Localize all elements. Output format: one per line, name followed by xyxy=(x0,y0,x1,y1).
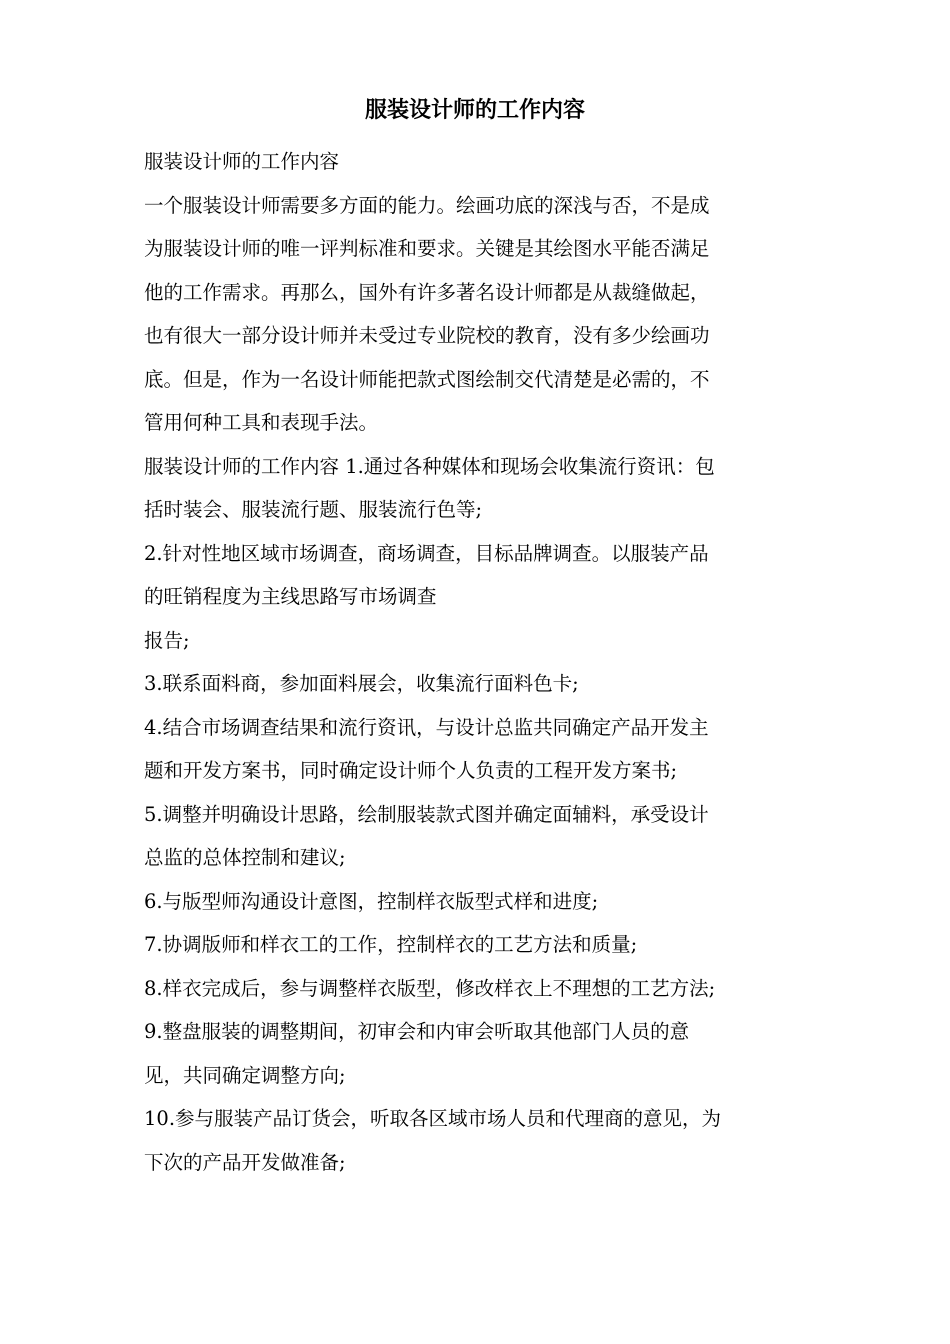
text-line: 3.联系面料商，参加面料展会，收集流行面料色卡; xyxy=(144,672,579,695)
text-line: 10.参与服装产品订货会，听取各区域市场人员和代理商的意见，为 xyxy=(144,1107,722,1130)
text-line: 也有很大一部分设计师并未受过专业院校的教育，没有多少绘画功 xyxy=(144,324,710,347)
text-line: 服装设计师的工作内容 xyxy=(144,150,340,173)
text-line: 4.结合市场调查结果和流行资讯，与设计总监共同确定产品开发主 xyxy=(144,715,709,739)
text-line: 题和开发方案书，同时确定设计师个人负责的工程开发方案书; xyxy=(144,759,678,782)
text-line: 6.与版型师沟通设计意图，控制样衣版型式样和进度; xyxy=(144,889,599,913)
text-line: 报告; xyxy=(144,628,190,652)
text-line: 2.针对性地区域市场调查，商场调查，目标品牌调查。以服装产品 xyxy=(144,541,709,565)
text-line: 总监的总体控制和建议; xyxy=(144,846,346,869)
text-line: 见，共同确定调整方向; xyxy=(144,1063,346,1087)
document-title: 服装设计师的工作内容 xyxy=(364,97,585,123)
document-body xyxy=(144,140,824,1184)
text-line: 他的工作需求。再那么，国外有许多著名设计师都是从裁缝做起， xyxy=(144,280,710,304)
text-line: 管用何种工具和表现手法。 xyxy=(144,411,379,434)
text-line: 服装设计师的工作内容 1.通过各种媒体和现场会收集流行资讯：包 xyxy=(144,454,715,478)
text-line: 8.样衣完成后，参与调整样衣版型，修改样衣上不理想的工艺方法; xyxy=(144,976,716,1000)
text-line: 底。但是，作为一名设计师能把款式图绘制交代清楚是必需的，不 xyxy=(144,367,710,391)
text-line: 一个服装设计师需要多方面的能力。绘画功底的深浅与否，不是成 xyxy=(144,193,710,217)
text-line: 9.整盘服装的调整期间，初审会和内审会听取其他部门人员的意 xyxy=(144,1020,690,1043)
text-line: 5.调整并明确设计思路，绘制服装款式图并确定面辅料，承受设计 xyxy=(144,802,709,826)
text-line: 括时装会、服装流行题、服装流行色等; xyxy=(144,498,483,521)
text-line: 为服装设计师的唯一评判标准和要求。关键是其绘图水平能否满足 xyxy=(144,237,710,260)
text-line: 7.协调版师和样衣工的工作，控制样衣的工艺方法和质量; xyxy=(144,933,638,956)
text-line: 的旺销程度为主线思路写市场调查 xyxy=(144,585,437,608)
text-line: 下次的产品开发做准备; xyxy=(144,1150,346,1174)
